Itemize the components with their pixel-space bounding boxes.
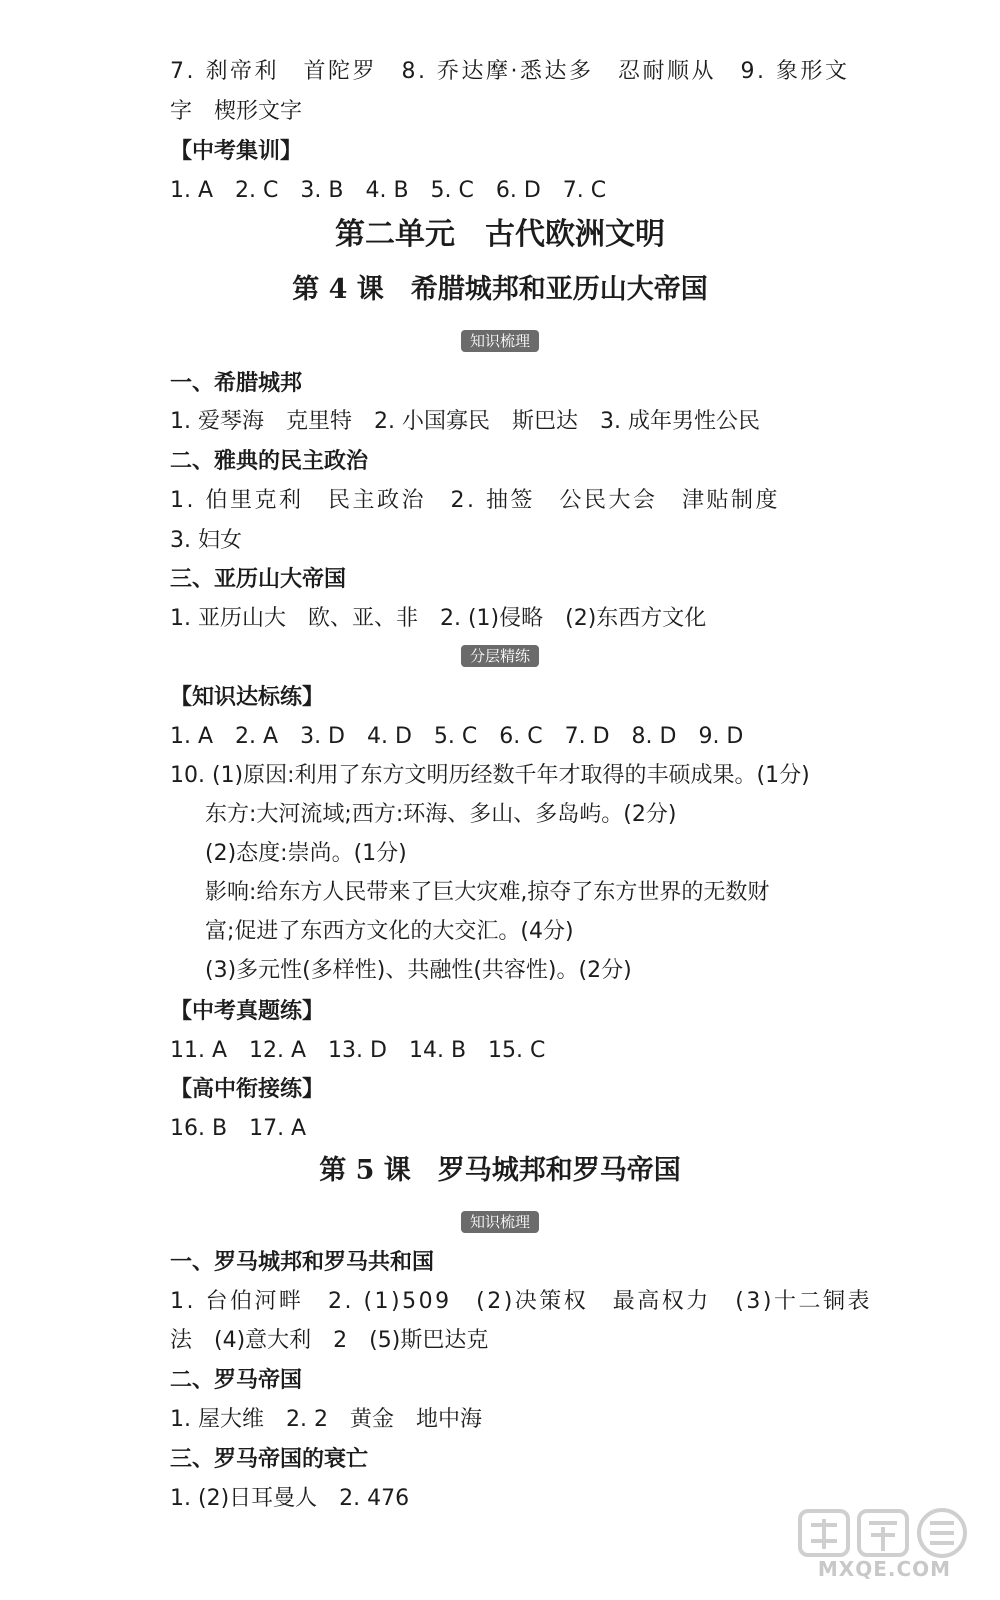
section-heading: 【中考真题练】 xyxy=(170,999,325,1024)
answer-line: 1. 爱琴海 克里特 2. 小国寡民 斯巴达 3. 成年男性公民 xyxy=(170,409,760,434)
knowledge-sort-badge: 知识梳理 xyxy=(461,330,539,352)
badge-row xyxy=(0,1211,1000,1237)
answer-line: 东方:大河流域;西方:环海、多山、多岛屿。(2分) xyxy=(205,802,677,827)
answer-line: (3)多元性(多样性)、共融性(共容性)。(2分) xyxy=(205,958,632,983)
answer-line: 1. A 2. A 3. D 4. D 5. C 6. C 7. D 8. D 9. D xyxy=(170,724,744,749)
layered-practice-badge: 分层精练 xyxy=(461,645,539,667)
answer-line: 1. 台伯河畔 2. (1)509 (2)决策权 最高权力 (3)十二铜表 xyxy=(170,1289,872,1314)
answer-line: 1. 伯里克利 民主政治 2. 抽签 公民大会 津贴制度 xyxy=(170,488,780,513)
answer-line: (2)态度:崇尚。(1分) xyxy=(205,841,407,866)
section-heading: 三、亚历山大帝国 xyxy=(170,567,347,592)
answer-line: 11. A 12. A 13. D 14. B 15. C xyxy=(170,1038,546,1063)
answer-line: 7. 刹帝利 首陀罗 8. 乔达摩·悉达多 忍耐顺从 9. 象形文 xyxy=(170,59,850,84)
section-heading: 二、罗马帝国 xyxy=(170,1368,303,1393)
answer-line: 3. 妇女 xyxy=(170,528,242,553)
badge-row xyxy=(0,330,1000,356)
answer-line: 1. (2)日耳曼人 2. 476 xyxy=(170,1486,410,1511)
watermark-logo xyxy=(797,1505,972,1583)
section-heading: 三、罗马帝国的衰亡 xyxy=(170,1447,369,1472)
watermark-icon xyxy=(797,1505,972,1561)
lesson-title: 第 4 课 希腊城邦和亚历山大帝国 xyxy=(292,274,708,305)
section-heading: 一、罗马城邦和罗马共和国 xyxy=(170,1250,435,1275)
answer-line: 字 楔形文字 xyxy=(170,99,303,124)
watermark-url: MXQE.COM xyxy=(817,1557,952,1581)
section-heading: 二、雅典的民主政治 xyxy=(170,449,369,474)
answer-line: 16. B 17. A xyxy=(170,1116,307,1141)
section-heading: 一、希腊城邦 xyxy=(170,371,303,396)
answer-line: 1. 亚历山大 欧、亚、非 2. (1)侵略 (2)东西方文化 xyxy=(170,606,707,631)
badge-row xyxy=(0,645,1000,671)
section-heading: 【知识达标练】 xyxy=(170,685,325,710)
lesson-title: 第 5 课 罗马城邦和罗马帝国 xyxy=(319,1155,681,1186)
knowledge-sort-badge: 知识梳理 xyxy=(461,1211,539,1233)
answer-line: 影响:给东方人民带来了巨大灾难,掠夺了东方世界的无数财 xyxy=(205,880,770,905)
answer-line: 10. (1)原因:利用了东方文明历经数千年才取得的丰硕成果。(1分) xyxy=(170,763,810,788)
answer-line: 1. A 2. C 3. B 4. B 5. C 6. D 7. C xyxy=(170,178,607,203)
answer-line: 法 (4)意大利 2 (5)斯巴达克 xyxy=(170,1328,489,1353)
unit-title: 第二单元 古代欧洲文明 xyxy=(335,217,665,252)
section-heading: 【高中衔接练】 xyxy=(170,1077,325,1102)
answer-line: 富;促进了东西方文化的大交汇。(4分) xyxy=(205,919,574,944)
answer-line: 1. 屋大维 2. 2 黄金 地中海 xyxy=(170,1407,482,1432)
section-heading: 【中考集训】 xyxy=(170,139,303,164)
